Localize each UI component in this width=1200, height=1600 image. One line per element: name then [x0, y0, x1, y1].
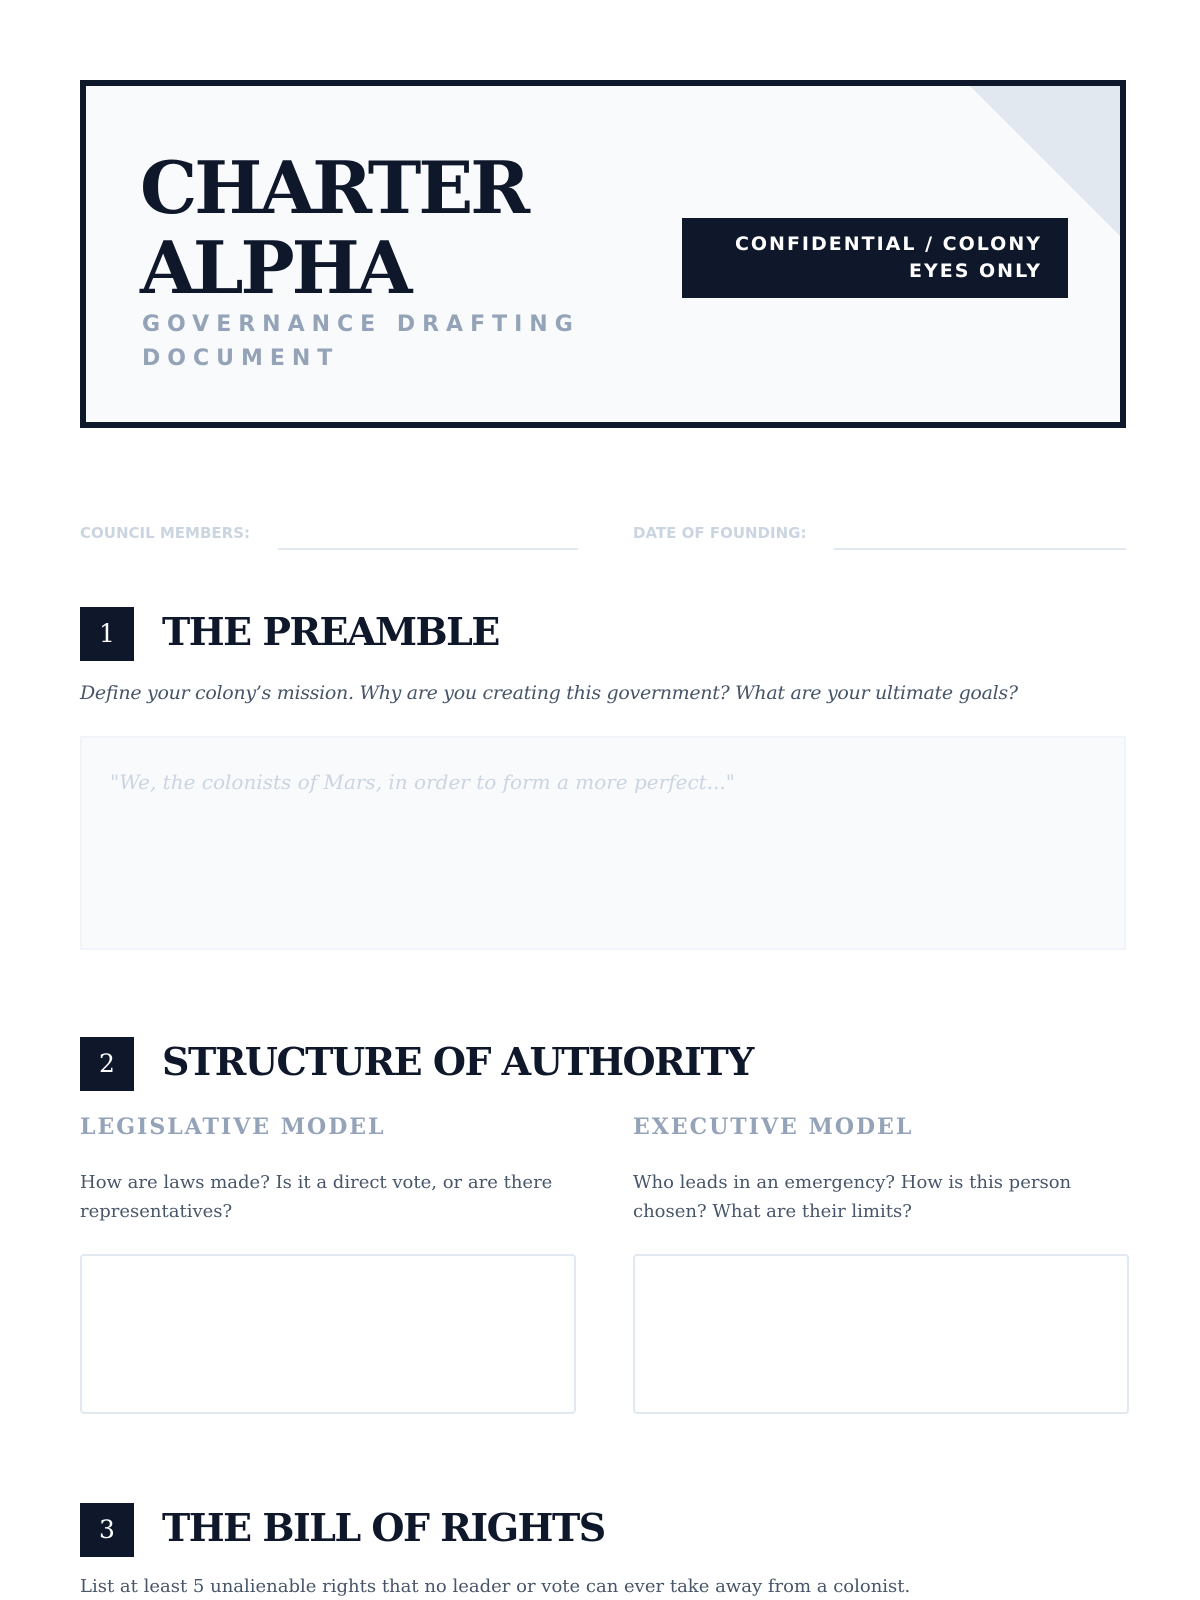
- section-3-title: THE BILL OF RIGHTS: [162, 1505, 605, 1550]
- date-of-founding-field[interactable]: [834, 548, 1126, 550]
- legislative-model-textarea[interactable]: [80, 1254, 576, 1414]
- executive-model-textarea[interactable]: [633, 1254, 1129, 1414]
- page-subtitle: GOVERNANCE DRAFTING DOCUMENT: [142, 312, 580, 371]
- page-title: [140, 145, 528, 310]
- preamble-textarea[interactable]: [80, 736, 1126, 950]
- title-line-2: ALPHA: [140, 225, 410, 310]
- title-line-1: CHARTER: [140, 145, 528, 230]
- date-of-founding-label: DATE OF FOUNDING:: [633, 524, 807, 542]
- bill-of-rights-prompt: List at least 5 unalienable rights that no leader or vote can ever take away from a colonist.: [80, 1576, 911, 1597]
- legislative-model-prompt: How are laws made? Is it a direct vote, or are there representatives?: [80, 1172, 553, 1222]
- corner-fold-decoration: [970, 86, 1120, 236]
- executive-model-prompt: Who leads in an emergency? How is this person chosen? What are their limits?: [633, 1172, 1072, 1222]
- council-members-field[interactable]: [278, 548, 578, 550]
- section-1-title: THE PREAMBLE: [162, 609, 499, 654]
- section-2-title: STRUCTURE OF AUTHORITY: [162, 1039, 753, 1084]
- council-members-label: COUNCIL MEMBERS:: [80, 524, 250, 542]
- executive-model-heading: EXECUTIVE MODEL: [633, 1114, 914, 1140]
- section-3-number: 3: [80, 1503, 134, 1557]
- section-2-number: 2: [80, 1037, 134, 1091]
- legislative-model-heading: LEGISLATIVE MODEL: [80, 1114, 386, 1140]
- preamble-prompt: Define your colony’s mission. Why are you creating this government? What are your ultimate goals?: [80, 682, 1018, 704]
- section-1-number: 1: [80, 607, 134, 661]
- header-panel: [80, 80, 1126, 428]
- confidential-badge: CONFIDENTIAL / COLONY EYES ONLY: [682, 218, 1068, 298]
